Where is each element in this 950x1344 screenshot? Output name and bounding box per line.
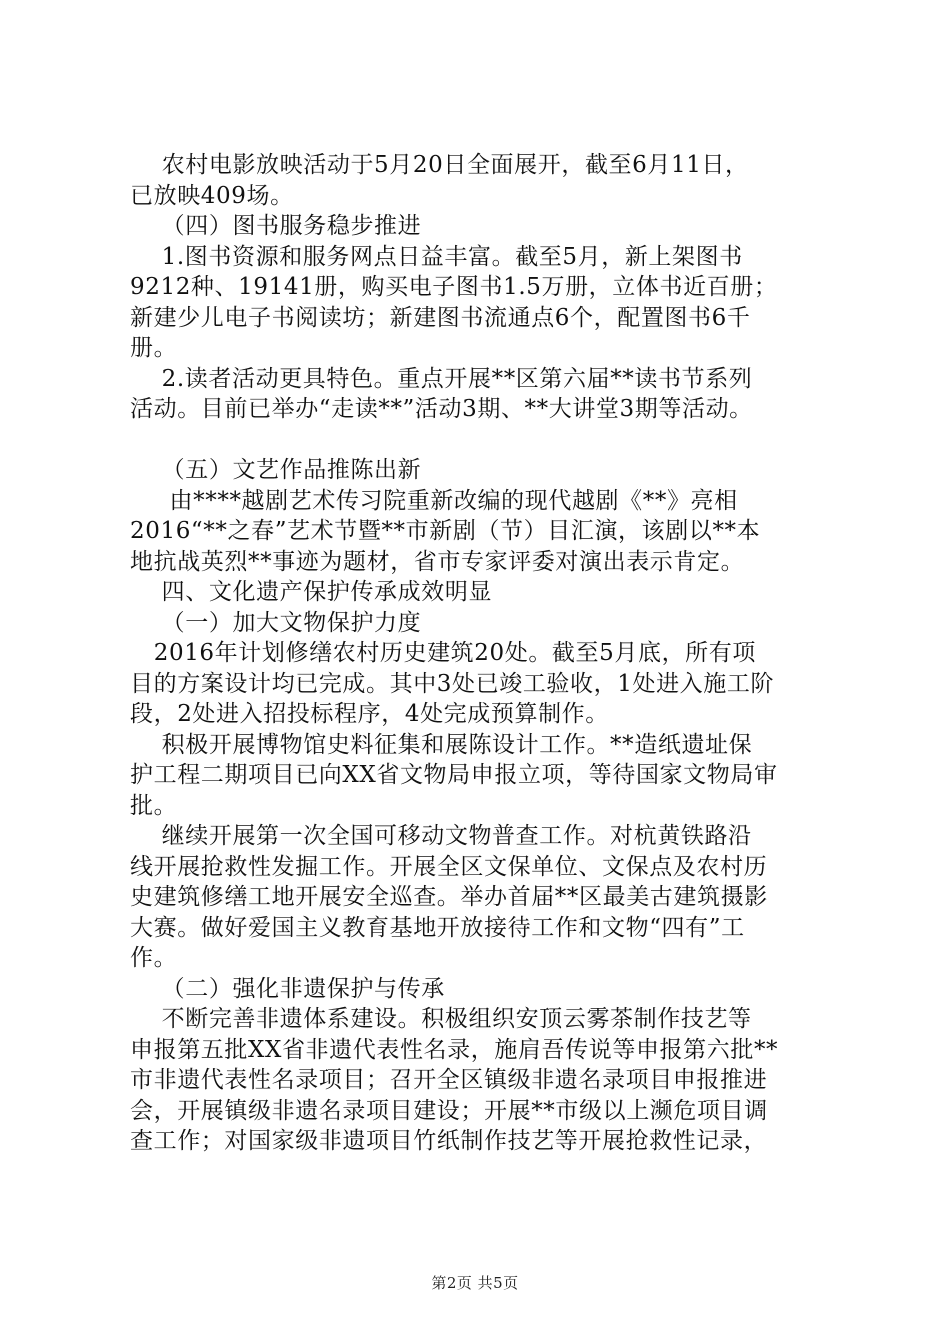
text-line: 9212种、19141册，购买电子图书1.5万册，立体书近百册； xyxy=(130,274,778,300)
section-heading: （一）加大文物保护力度 xyxy=(130,609,422,636)
page-number: 第2页 共5页 xyxy=(431,1274,519,1292)
text-line: 段，2处进入招投标程序，4处完成预算制作。 xyxy=(130,701,609,727)
page-footer xyxy=(0,1272,950,1293)
text-line: 查工作；对国家级非遗项目竹纸制作技艺等开展抢救性记录， xyxy=(130,1128,768,1154)
document-body xyxy=(130,150,830,1157)
text-line: 活动。目前已举办“走读**”活动3期、**大讲堂3期等活动。 xyxy=(130,396,753,422)
text-line: 目的方案设计均已完成。其中3处已竣工验收，1处进入施工阶 xyxy=(130,670,775,697)
text-line: 积极开展博物馆史料征集和展陈设计工作。**造纸遗址保 xyxy=(130,731,753,758)
text-line: 不断完善非遗体系建设。积极组织安顶云雾茶制作技艺等 xyxy=(130,1006,752,1032)
text-line: 地抗战英烈**事迹为题材，省市专家评委对演出表示肯定。 xyxy=(130,548,745,575)
text-line: 市非遗代表性名录项目；召开全区镇级非遗名录项目申报推进 xyxy=(130,1067,768,1093)
text-line: 已放映409场。 xyxy=(130,182,294,209)
text-line: 线开展抢救性发掘工作。开展全区文保单位、文保点及农村历 xyxy=(130,853,768,880)
text-line: 新建少儿电子书阅读坊；新建图书流通点6个，配置图书6千 xyxy=(130,304,751,331)
text-line: 继续开展第一次全国可移动文物普查工作。对杭黄铁路沿 xyxy=(130,823,752,849)
text-line: 申报第五批XX省非遗代表性名录，施肩吾传说等申报第六批** xyxy=(130,1036,779,1063)
text-line: 史建筑修缮工地开展安全巡查。举办首届**区最美古建筑摄影 xyxy=(130,884,768,910)
text-line: 作。 xyxy=(130,945,178,971)
text-line: 会，开展镇级非遗名录项目建设；开展**市级以上濒危项目调 xyxy=(130,1097,768,1124)
section-heading: （二）强化非遗保护与传承 xyxy=(130,975,445,1002)
chapter-heading: 四、文化遗产保护传承成效明显 xyxy=(130,579,493,605)
blank-line xyxy=(130,425,830,456)
text-line: 农村电影放映活动于5月20日全面展开，截至6月11日， xyxy=(130,152,749,178)
text-line: 批。 xyxy=(130,792,178,819)
text-line: 2016“**之春”艺术节暨**市新剧（节）目汇演，该剧以**本 xyxy=(130,518,761,544)
text-line: 1.图书资源和服务网点日益丰富。截至5月，新上架图书 xyxy=(130,243,743,270)
text-line: 护工程二期项目已向XX省文物局申报立项，等待国家文物局审 xyxy=(130,762,778,788)
section-heading: （五）文艺作品推陈出新 xyxy=(130,457,422,483)
text-line: 大赛。做好爱国主义教育基地开放接待工作和文物“四有”工 xyxy=(130,914,745,941)
section-heading: （四）图书服务稳步推进 xyxy=(130,213,422,239)
text-line: 册。 xyxy=(130,335,178,361)
text-line: 由****越剧艺术传习院重新改编的现代越剧《**》亮相 xyxy=(130,487,738,514)
text-line: 2016年计划修缮农村历史建筑20处。截至5月底，所有项 xyxy=(130,640,756,666)
text-line: 2.读者活动更具特色。重点开展**区第六届**读书节系列 xyxy=(130,365,753,392)
